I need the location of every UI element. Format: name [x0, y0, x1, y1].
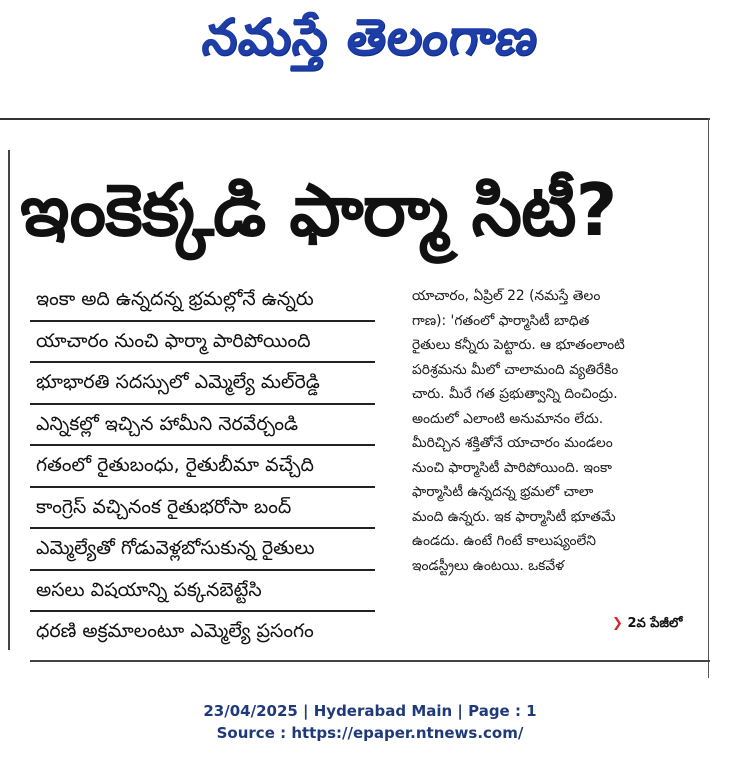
- bottom-divider: [30, 660, 710, 662]
- decker-line: ఇంకా అది ఉన్నదన్న భ్రమల్లోనే ఉన్నరు: [30, 280, 375, 322]
- footer-source-link[interactable]: Source : https://epaper.ntnews.com/: [216, 724, 524, 742]
- decker-line: ధరణి అక్రమాలంటూ ఎమ్మెల్యే ప్రసంగం: [36, 620, 314, 642]
- continue-arrow-icon: ❯: [612, 616, 623, 631]
- decker-line: కాంగ్రెస్ వచ్చినంక రైతుభరోసా బంద్: [30, 488, 375, 530]
- body-line: మంది ఉన్నరు. ఇక ఫార్మాసిటీ భూతమే: [412, 508, 616, 525]
- footer-edition-info: 23/04/2025 | Hyderabad Main | Page : 1: [203, 702, 537, 720]
- body-line: చారు. మీరే గత ప్రభుత్వాన్ని దించింద్రు.: [412, 386, 618, 402]
- continued-label: 2వ పేజీలో: [627, 616, 683, 631]
- decker-line: అసలు విషయాన్ని పక్కనబెట్టేసి: [30, 571, 375, 613]
- body-line: గాణ): 'గతంలో ఫార్మాసిటీ బాధిత: [412, 312, 590, 329]
- masthead: [0, 0, 740, 90]
- decker-line: ఎమ్మెల్యేతో గోడువెళ్లబోసుకున్న రైతులు: [30, 529, 375, 571]
- body-line: ఇండస్ట్రీలు ఉంటయి. ఒకవేళ: [412, 557, 565, 574]
- body-line: అందులో ఎలాంటి అనుమానం లేదు.: [412, 410, 604, 427]
- right-divider: [708, 118, 709, 678]
- body-line: పరిశ్రమను మీలో చాలామంది వ్యతిరేకిం: [412, 361, 619, 378]
- body-line: యాచారం, ఏప్రిల్ 22 (నమస్తే తెలం: [412, 288, 601, 304]
- decker-line: ఎన్నికల్లో ఇచ్చిన హామీని నెరవేర్చండి: [30, 405, 375, 447]
- decker-line: భూభారతి సదస్సులో ఎమ్మెల్యే మల్‌రెడ్డి: [30, 363, 375, 405]
- decker-column: [30, 280, 375, 654]
- body-line: ఉండదు. ఉంటే గింటే కాలుష్యంలేని: [412, 533, 596, 549]
- body-line: రైతులు కన్నీరు పెట్టారు. ఆ భూతంలాంటి: [412, 337, 625, 353]
- article-body: [412, 284, 702, 578]
- top-divider: [0, 118, 710, 120]
- decker-line: గతంలో రైతుబంధు, రైతుబీమా వచ్చేది: [30, 446, 375, 488]
- body-line: నుంచి ఫార్మాసిటీ పారిపోయింది. ఇంకా: [412, 459, 612, 476]
- left-divider: [8, 150, 10, 650]
- masthead-logo: నమస్తే తెలంగాణ: [199, 8, 543, 66]
- body-line: ఫార్మాసిటీ ఉన్నదన్న భ్రమలో చాలా: [412, 484, 594, 500]
- body-line: మీరిచ్చిన శక్తితోనే యాచారం మండలం: [412, 435, 613, 451]
- epaper-footer: [0, 700, 740, 744]
- continued-on-page: [612, 616, 682, 634]
- article-headline: ఇంకెక్కడి ఫార్మా సిటీ?: [20, 168, 617, 252]
- decker-line: యాచారం నుంచి ఫార్మా పారిపోయింది: [30, 322, 375, 364]
